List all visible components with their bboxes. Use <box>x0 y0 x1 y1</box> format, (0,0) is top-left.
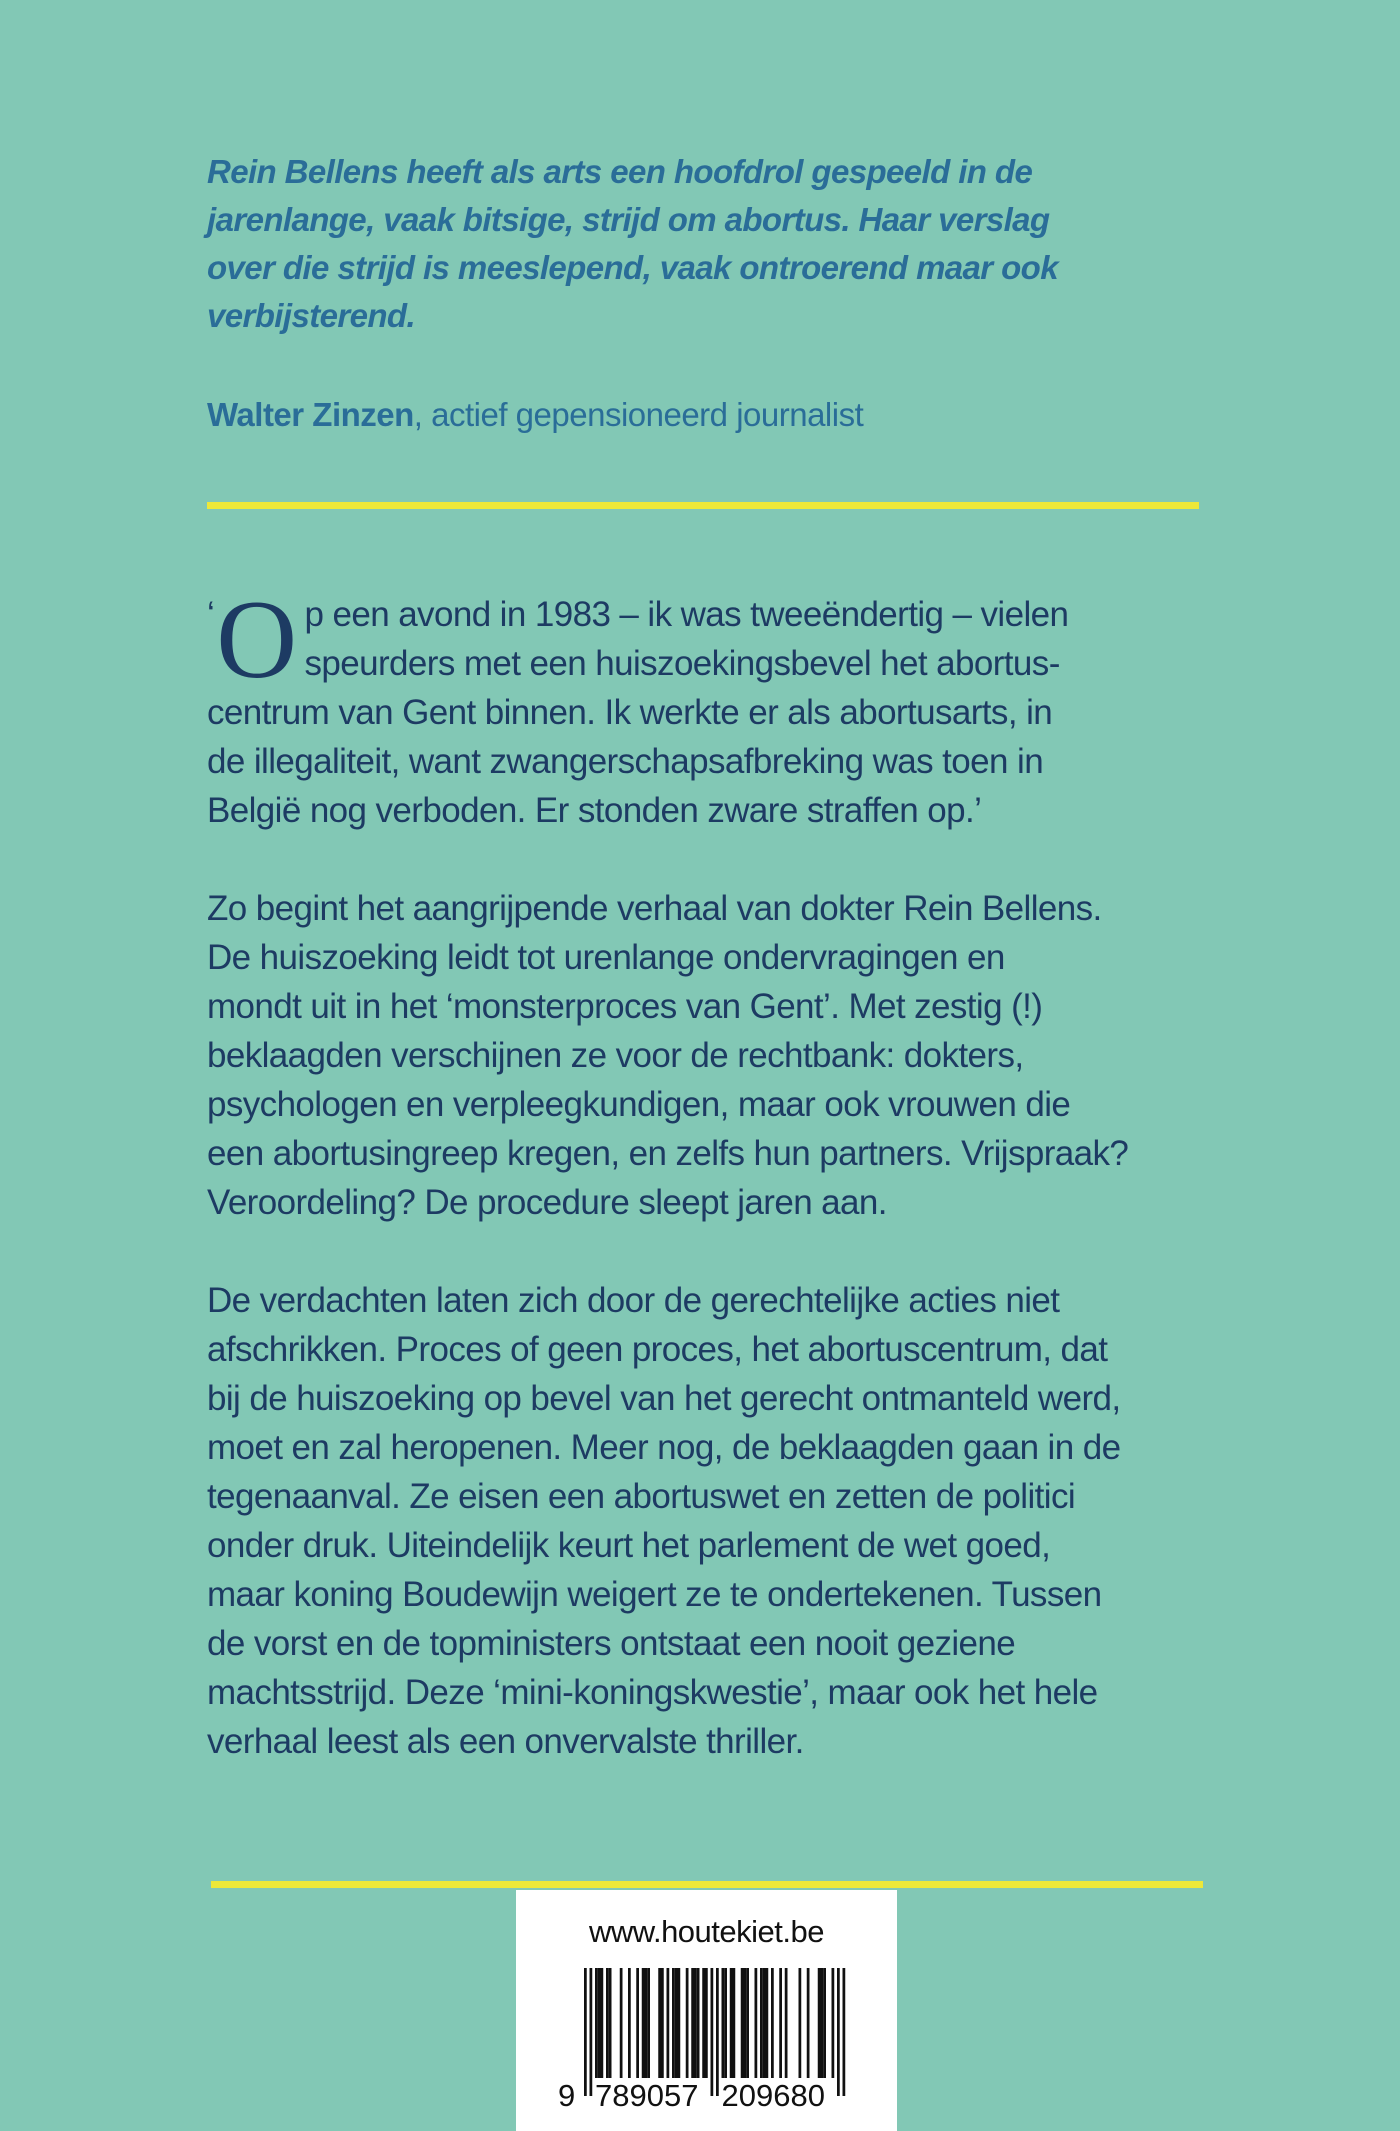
barcode-bar <box>724 1968 727 2078</box>
publisher-url: www.houtekiet.be <box>589 1914 824 1949</box>
paragraph-line: een abortusingreep kregen, en zelfs hun partners. Vrijspraak? <box>207 1134 1129 1173</box>
barcode-bar <box>818 1968 821 2078</box>
paragraph-line: centrum van Gent binnen. Ik werkte er als abortusarts, in <box>207 693 1053 732</box>
barcode-bar <box>741 1968 744 2078</box>
drop-cap: O <box>216 578 297 702</box>
paragraph-line: onder druk. Uiteindelijk keurt het parlement de wet goed, <box>207 1526 1051 1565</box>
paragraph-line: België nog verboden. Er stonden zware straffen op.’ <box>207 791 982 830</box>
barcode-bar <box>694 1968 697 2078</box>
isbn-digits: 9 <box>558 2078 576 2108</box>
barcode-bar <box>711 1968 714 2096</box>
isbn-digits: 209680 <box>721 2078 825 2108</box>
barcode-bar <box>678 1968 681 2078</box>
barcode-bar <box>691 1968 694 2078</box>
barcode-bar <box>771 1968 774 2078</box>
endorsement-author-role: , actief gepensioneerd journalist <box>413 396 864 433</box>
paragraph <box>207 578 1207 835</box>
barcode-bar <box>620 1968 623 2078</box>
barcode-bar <box>636 1968 639 2078</box>
barcode-bar <box>642 1968 645 2078</box>
quote-line: over die strijd is meeslepend, vaak ontroerend maar ook <box>207 249 1058 286</box>
barcode-bar <box>647 1968 650 2078</box>
paragraph-line: bij de huiszoeking op bevel van het gerecht ontmanteld werd, <box>207 1379 1121 1418</box>
barcode-bar <box>832 1968 835 2078</box>
paragraph-line: de illegaliteit, want zwangerschapsafbreking was toen in <box>207 742 1044 781</box>
paragraph <box>207 884 1207 1227</box>
barcode-bar <box>686 1968 689 2078</box>
paragraph-line: speurders met een huiszoekingsbevel het abortus- <box>304 644 1060 683</box>
barcode-bar <box>746 1968 749 2078</box>
endorsement-quote <box>207 148 1217 340</box>
isbn-digits: 789057 <box>595 2078 699 2108</box>
barcode-bar <box>606 1968 609 2078</box>
paragraph-line: afschrikken. Proces of geen proces, het abortuscentrum, dat <box>207 1330 1108 1369</box>
barcode-bar <box>722 1968 725 2078</box>
barcode-bar <box>675 1968 678 2078</box>
divider-top <box>207 502 1199 509</box>
paragraph-line: mondt uit in het ‘monsterproces van Gent’. Met zestig (!) <box>207 987 1043 1026</box>
barcode-bar <box>823 1968 826 2078</box>
barcode-bar <box>843 1968 846 2096</box>
barcode-bar <box>601 1968 604 2078</box>
paragraph-line: psychologen en verpleegkundigen, maar ook vrouwen die <box>207 1085 1071 1124</box>
barcode-bar <box>766 1968 769 2078</box>
paragraph-line: Zo begint het aangrijpende verhaal van dokter Rein Bellens. <box>207 889 1102 928</box>
barcode-bar <box>672 1968 675 2078</box>
barcode-bar <box>760 1968 763 2078</box>
barcode-bar <box>667 1968 670 2078</box>
barcode-bar <box>702 1968 705 2078</box>
barcode-bar <box>799 1968 802 2078</box>
paragraph-line: p een avond in 1983 – ik was tweeëndertig – vielen <box>304 595 1069 634</box>
barcode-bar <box>807 1968 810 2078</box>
barcode-bar <box>744 1968 747 2078</box>
barcode-bar <box>821 1968 824 2078</box>
barcode-bar <box>785 1968 788 2078</box>
barcode-bar <box>697 1968 700 2078</box>
endorsement-attribution <box>207 396 863 434</box>
paragraph-line: Veroordeling? De procedure sleept jaren aan. <box>207 1183 887 1222</box>
paragraph-line: machtsstrijd. Deze ‘mini-koningskwestie’, maar ook het hele <box>207 1673 1098 1712</box>
barcode-bar <box>609 1968 612 2078</box>
barcode-bar <box>658 1968 661 2078</box>
barcode-bar <box>584 1968 587 2096</box>
paragraph-line: de vorst en de topministers ontstaat een nooit geziene <box>207 1624 1016 1663</box>
blurb <box>207 578 1207 1815</box>
paragraph <box>207 1276 1207 1766</box>
barcode-panel <box>516 1890 897 2131</box>
barcode-bar <box>733 1968 736 2078</box>
endorsement-author: Walter Zinzen <box>207 396 414 433</box>
paragraph-line: moet en zal heropenen. Meer nog, de beklaagden gaan in de <box>207 1428 1121 1467</box>
barcode-bar <box>645 1968 648 2078</box>
quote-line: verbijsterend. <box>207 297 416 334</box>
barcode-bar <box>837 1968 840 2096</box>
paragraph-line: beklaagden verschijnen ze voor de rechtbank: dokters, <box>207 1036 1024 1075</box>
barcode-bar <box>661 1968 664 2078</box>
barcode-bar <box>628 1968 631 2078</box>
quote-line: Rein Bellens heeft als arts een hoofdrol gespeeld in de <box>207 153 1033 190</box>
barcode-bar <box>716 1968 719 2096</box>
quote-line: jarenlange, vaak bitsige, strijd om abortus. Haar verslag <box>207 201 1050 238</box>
paragraph-line: maar koning Boudewijn weigert ze te ondertekenen. Tussen <box>207 1575 1102 1614</box>
barcode-bar <box>598 1968 601 2078</box>
barcode-bar <box>595 1968 598 2078</box>
opening-quote-mark: ‘ <box>207 595 215 634</box>
barcode-bar <box>730 1968 733 2078</box>
paragraph-line: De verdachten laten zich door de gerechtelijke acties niet <box>207 1281 1060 1320</box>
barcode-bar <box>590 1968 593 2096</box>
isbn-barcode <box>556 1968 856 2108</box>
paragraph-line: De huiszoeking leidt tot urenlange ondervragingen en <box>207 938 1005 977</box>
barcode-bar <box>763 1968 766 2078</box>
barcode-bar <box>705 1968 708 2078</box>
paragraph-line: tegenaanval. Ze eisen een abortuswet en zetten de politici <box>207 1477 1076 1516</box>
divider-bottom <box>211 1881 1203 1888</box>
barcode-bar <box>779 1968 782 2078</box>
barcode-bar <box>755 1968 758 2078</box>
paragraph-line: verhaal leest als een onvervalste thriller. <box>207 1722 804 1761</box>
